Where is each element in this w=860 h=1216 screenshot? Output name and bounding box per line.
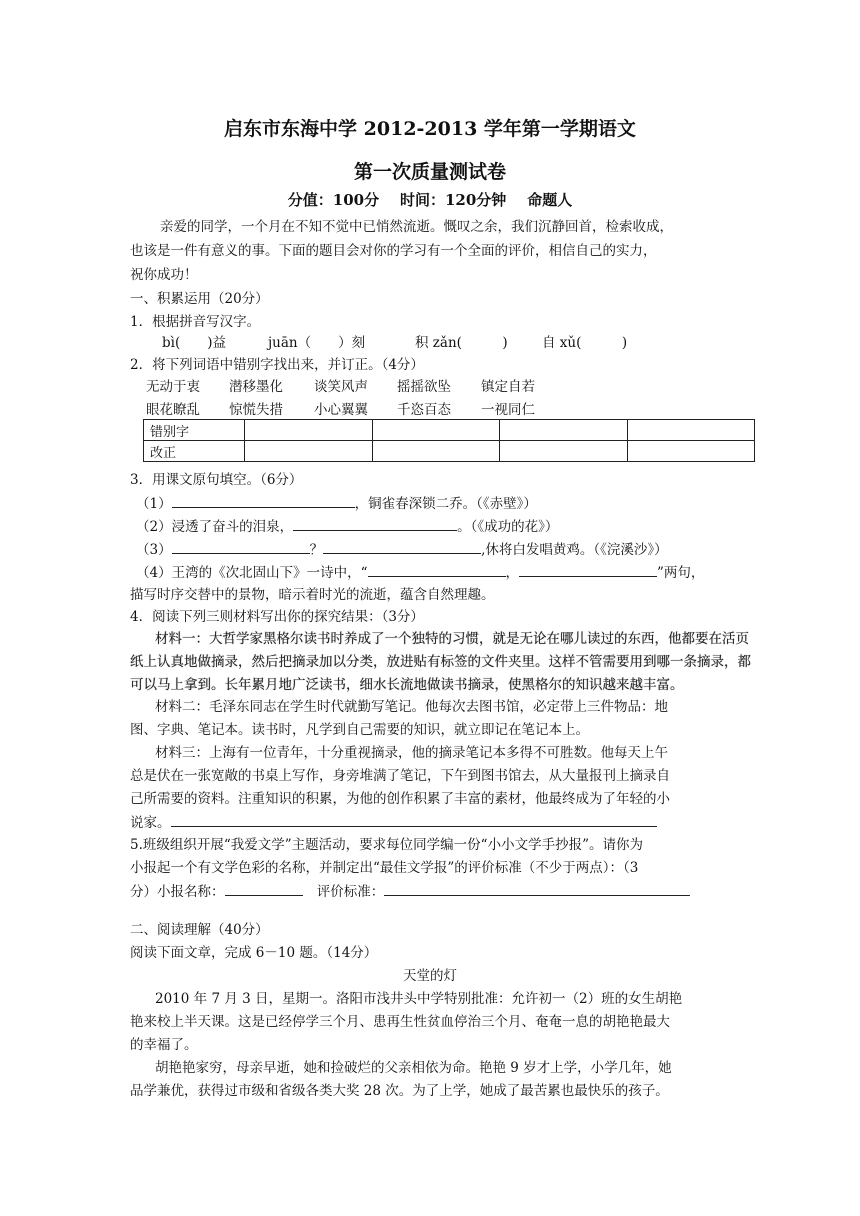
exam-meta: 分值：100分 时间：120分钟 命题人 (287, 191, 573, 209)
q2-word: 小心翼翼 (314, 402, 368, 418)
q2-word: 摇摇欲坠 (397, 379, 451, 395)
reading-instruction: 阅读下面文章，完成 6－10 题。（14分） (130, 945, 378, 961)
q3-text: 3．用课文原句填空。（6分） (130, 472, 303, 488)
answer-cell[interactable] (372, 420, 500, 441)
article-title: 天堂的灯 (403, 968, 457, 984)
material2-line: 图、字典、笔记本。读书时，凡学到自己需要的知识，就立即记在笔记本上。 (130, 722, 589, 738)
material1-line: 材料一：大哲学家黑格尔读书时养成了一个独特的习惯，就是无论在哪儿读过的东西，他都要在活页 (155, 631, 749, 647)
article-line: 的幸福了。 (130, 1037, 198, 1053)
q4-text: 4．阅读下列三则材料写出你的探究结果：（3分） (130, 609, 424, 625)
q5-line: 分）小报名称： 评价标准： (130, 881, 690, 902)
fill-blank[interactable] (323, 539, 481, 554)
fill-blank[interactable] (172, 493, 355, 508)
answer-cell[interactable] (245, 441, 373, 462)
q2-word: 千恣百态 (397, 402, 451, 418)
correction-table (143, 419, 755, 462)
table-row (144, 441, 755, 462)
q3-line: （4）王湾的《次北固山下》一诗中，“ ， ”两句， (136, 562, 704, 583)
material2-line: 材料二：毛泽东同志在学生时代就勤写笔记。他每次去图书馆，必定带上三件物品：地 (155, 699, 668, 715)
q3-line4-cont: 描写时序交替中的景物，暗示着时光的流逝，蕴含自然理趣。 (130, 587, 495, 603)
q5-line: 小报起一个有文学色彩的名称，并制定出“最佳文学报”的评价标准（不少于两点）：（3 (130, 860, 639, 876)
article-line: 胡艳艳家穷，母亲早逝，她和捡破烂的父亲相依为命。艳艳 9 岁才上学，小学几年，她 (155, 1060, 672, 1076)
material1-line: 纸上认真地做摘录，然后把摘录加以分类，放进贴有标签的文件夹里。这样不管需要用到哪一条摘录，都 (130, 654, 751, 670)
q2-word: 镇定自若 (481, 379, 535, 395)
section2-heading: 二、阅读理解（40分） (130, 922, 269, 938)
q2-word: 惊慌失措 (229, 402, 283, 418)
q2-word: 无动于衷 (146, 379, 200, 395)
criteria-blank[interactable] (384, 881, 690, 896)
article-line: 艳来校上半天课。这是已经停学三个月、患再生性贫血停治三个月、奄奄一息的胡艳艳最大 (130, 1014, 670, 1030)
q1-pinyin-item: juān（ ）刻 (268, 335, 366, 351)
q2-text: 2．将下列词语中错别字找出来，并订正。（4分） (130, 357, 424, 373)
q2-word: 眼花瞭乱 (146, 402, 200, 418)
q1-pinyin-item: 自 xǔ( ) (542, 335, 628, 351)
material1-line: 可以马上拿到。长年累月地广泛读书，细水长流地做读书摘录，使黑格尔的知识越来越丰富。 (130, 677, 684, 693)
q1-text: 1．根据拼音写汉字。 (130, 314, 261, 330)
section1-heading: 一、积累运用（20分） (130, 291, 269, 307)
q2-word: 谈笑风声 (314, 379, 368, 395)
intro-line: 也该是一件有意义的事。下面的题目会对你的学习有一个全面的评价，相信自己的实力， (130, 243, 657, 259)
table-row (144, 420, 755, 441)
table-label-cell: 错别字 (144, 420, 245, 441)
answer-cell[interactable] (500, 441, 628, 462)
q3-line: （1） ，铜雀春深锁二乔。（《赤壁》） (136, 493, 537, 514)
answer-cell[interactable] (627, 420, 755, 441)
article-line: 2010 年 7 月 3 日，星期一。洛阳市浅井头中学特别批准：允许初一（2）班的女生胡艳 (155, 991, 683, 1007)
fill-blank[interactable] (519, 562, 657, 577)
answer-cell[interactable] (245, 420, 373, 441)
q2-word: 一视同仁 (481, 402, 535, 418)
material3-line: 说家。 (130, 812, 657, 833)
material3-line: 材料三：上海有一位青年，十分重视摘录，他的摘录笔记本多得不可胜数。他每天上午 (155, 745, 668, 761)
q1-pinyin-item: bì( )益 (162, 335, 226, 351)
fill-blank[interactable] (293, 516, 457, 531)
article-line: 品学兼优，获得过市级和省级各类大奖 28 次。为了上学，她成了最苦累也最快乐的孩子。 (130, 1083, 669, 1099)
q1-pinyin-item: 积 zǎn( ) (415, 335, 508, 351)
q5-line: 5.班级组织开展“我爱文学”主题活动，要求每位同学编一份“小小文学手抄报”。请你为 (130, 837, 643, 853)
answer-cell[interactable] (500, 420, 628, 441)
intro-line: 亲爱的同学，一个月在不知不觉中已悄然流逝。慨叹之余，我们沉静回首，检索收成， (160, 219, 673, 235)
newspaper-name-blank[interactable] (225, 881, 303, 896)
q3-line: （2）浸透了奋斗的泪泉， 。（《成功的花》） (136, 516, 558, 537)
material3-line: 己所需要的资料。注重知识的积累，为他的创作积累了丰富的素材，他最终成为了年轻的小 (130, 791, 670, 807)
fill-blank[interactable] (172, 539, 310, 554)
table-label-cell: 改正 (144, 441, 245, 462)
answer-cell[interactable] (627, 441, 755, 462)
q2-word: 潜移墨化 (229, 379, 283, 395)
exam-title-line2: 第一次质量测试卷 (353, 161, 506, 183)
q3-line: （3） ？ ,休将白发唱黄鸡。（《浣溪沙》） (136, 539, 668, 560)
fill-blank[interactable] (368, 562, 506, 577)
answer-cell[interactable] (372, 441, 500, 462)
exam-title-line1: 启东市东海中学 2012-2013 学年第一学期语文 (224, 118, 636, 140)
intro-line: 祝你成功！ (130, 267, 198, 283)
answer-blank[interactable] (171, 812, 657, 827)
material3-line: 总是伏在一张宽敞的书桌上写作，身旁堆满了笔记，下午到图书馆去，从大量报刊上摘录自 (130, 768, 670, 784)
